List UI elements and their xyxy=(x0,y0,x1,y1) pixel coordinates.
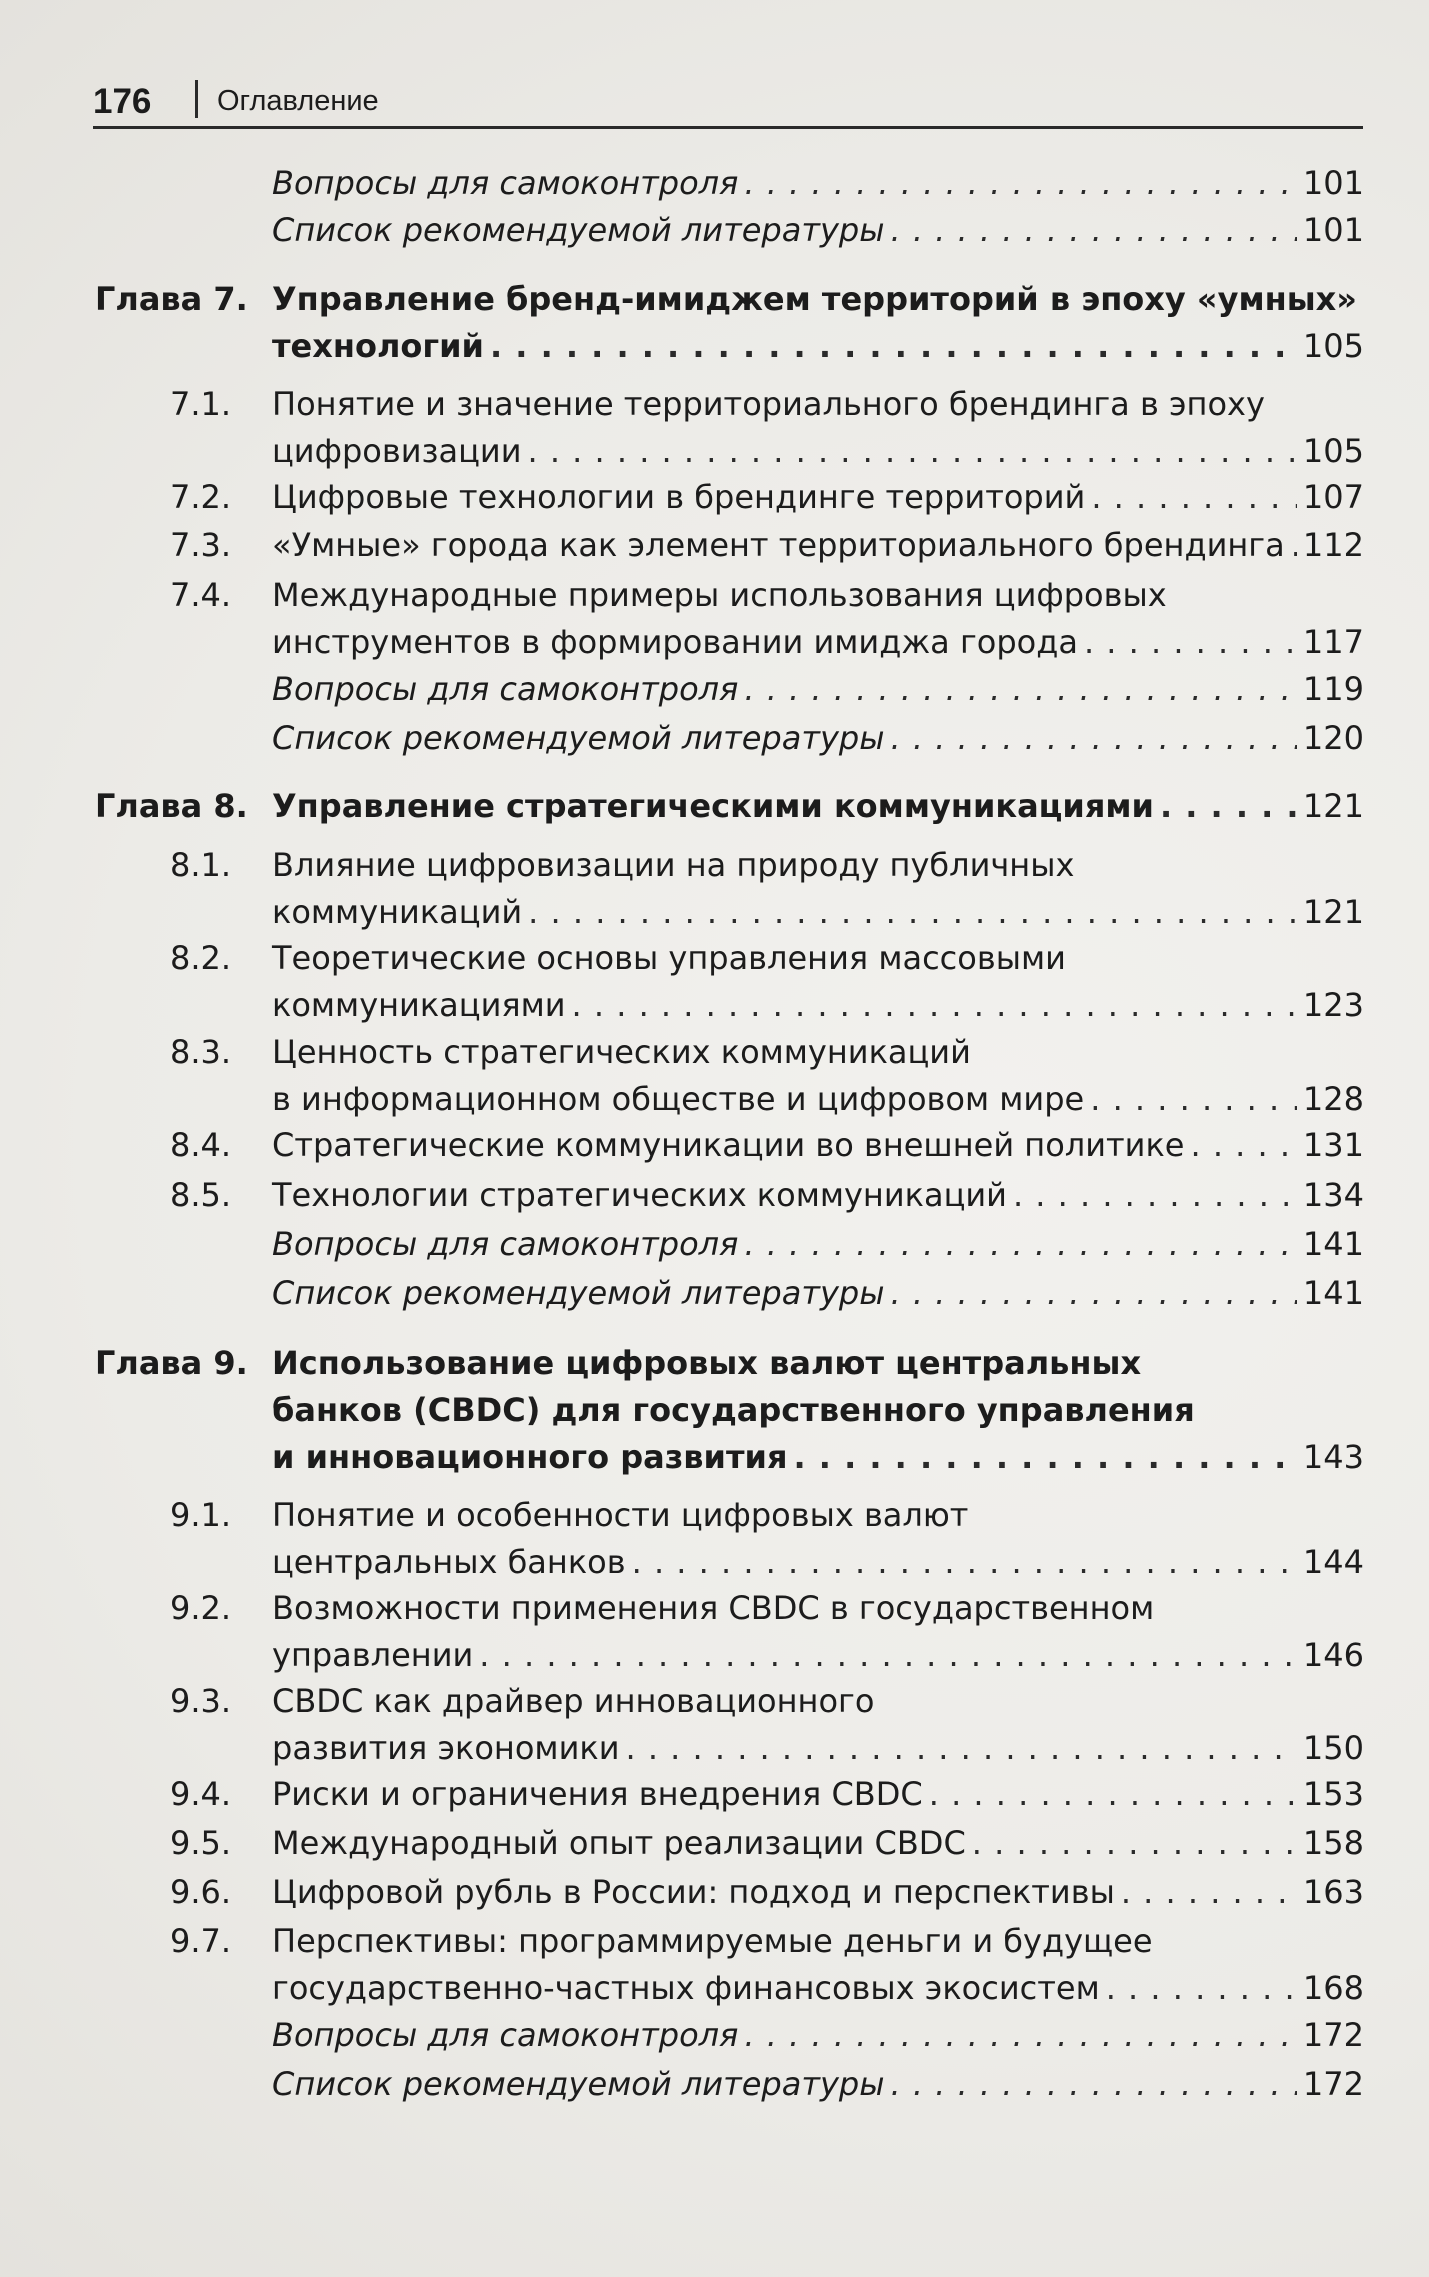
toc-entry-9-5: Международный опыт реализации CBDC . . . 158 xyxy=(272,1820,1364,1867)
toc-entry-literature-ch8: Список рекомендуемой литературы . . . 141 xyxy=(272,1270,1364,1317)
toc-page-number: 128 xyxy=(1302,1080,1364,1118)
toc-entry-8-5: Технологии стратегических коммуникаций . . . 134 xyxy=(272,1172,1364,1219)
section-number-7-1: 7.1. xyxy=(170,385,232,423)
toc-entry-questions-ch6: Вопросы для самоконтроля . . . 101 xyxy=(272,160,1364,207)
toc-entry-7-1: Понятие и значение территориального брендинга в эпоху цифровизации . . . 105 xyxy=(272,381,1364,475)
toc-entry-chapter-8: Управление стратегическими коммуникациями . . . 121 xyxy=(272,783,1364,830)
toc-page-number: 101 xyxy=(1302,164,1364,202)
toc-page-number: 141 xyxy=(1302,1274,1364,1312)
toc-entry-9-2: Возможности применения CBDC в государственном управлении . . . 146 xyxy=(272,1585,1364,1679)
toc-entry-9-3: CBDC как драйвер инновационного развития экономики . . . 150 xyxy=(272,1678,1364,1772)
section-number-7-3: 7.3. xyxy=(170,526,232,564)
toc-entry-9-1: Понятие и особенности цифровых валют центральных банков . . . 144 xyxy=(272,1492,1364,1586)
toc-entry-9-6: Цифровой рубль в России: подход и перспективы . . . 163 xyxy=(272,1869,1364,1916)
toc-page-number: 120 xyxy=(1302,719,1364,757)
toc-page-number: 150 xyxy=(1302,1729,1364,1767)
section-number-8-1: 8.1. xyxy=(170,846,232,884)
toc-page-number: 172 xyxy=(1302,2065,1364,2103)
toc-entry-literature-ch7: Список рекомендуемой литературы . . . 120 xyxy=(272,715,1364,762)
toc-page-number: 131 xyxy=(1302,1126,1364,1164)
toc-entry-literature-ch9: Список рекомендуемой литературы . . . 172 xyxy=(272,2061,1364,2108)
section-number-9-3: 9.3. xyxy=(170,1682,232,1720)
toc-page-number: 121 xyxy=(1302,787,1364,825)
section-number-9-1: 9.1. xyxy=(170,1496,232,1534)
toc-page-number: 168 xyxy=(1302,1969,1364,2007)
toc-page-number: 134 xyxy=(1302,1176,1364,1214)
toc-page-number: 163 xyxy=(1302,1873,1364,1911)
section-number-9-2: 9.2. xyxy=(170,1589,232,1627)
section-number-8-3: 8.3. xyxy=(170,1033,232,1071)
section-number-8-4: 8.4. xyxy=(170,1126,232,1164)
section-title: Оглавление xyxy=(217,85,379,117)
section-number-9-7: 9.7. xyxy=(170,1922,232,1960)
toc-entry-questions-ch8: Вопросы для самоконтроля . . . 141 xyxy=(272,1221,1364,1268)
section-number-8-5: 8.5. xyxy=(170,1176,232,1214)
section-number-9-4: 9.4. xyxy=(170,1775,232,1813)
toc-entry-7-2: Цифровые технологии в брендинге территорий . . . 107 xyxy=(272,474,1364,521)
toc-entry-chapter-9: Использование цифровых валют центральных банков (CBDC) для государственного управления и инновационного развития . . . 143 xyxy=(272,1340,1364,1481)
toc-entry-chapter-7: Управление бренд-имиджем территорий в эпоху «умных» технологий . . . 105 xyxy=(272,276,1364,370)
toc-entry-8-4: Стратегические коммуникации во внешней политике . . . 131 xyxy=(272,1122,1364,1169)
toc-page-number: 146 xyxy=(1302,1636,1364,1674)
section-number-7-2: 7.2. xyxy=(170,478,232,516)
toc-page-number: 153 xyxy=(1302,1775,1364,1813)
toc-page-number: 105 xyxy=(1302,432,1364,470)
toc-entry-8-1: Влияние цифровизации на природу публичных коммуникаций . . . 121 xyxy=(272,842,1364,936)
section-number-9-6: 9.6. xyxy=(170,1873,232,1911)
toc-entry-literature-ch6: Список рекомендуемой литературы . . . 101 xyxy=(272,207,1364,254)
chapter-label-8: Глава 8. xyxy=(95,787,248,825)
page-number: 176 xyxy=(93,82,152,121)
chapter-label-9: Глава 9. xyxy=(95,1344,248,1382)
toc-entry-questions-ch7: Вопросы для самоконтроля . . . 119 xyxy=(272,666,1364,713)
toc-page-number: 112 xyxy=(1302,526,1364,564)
section-number-9-5: 9.5. xyxy=(170,1824,232,1862)
section-number-7-4: 7.4. xyxy=(170,576,232,614)
toc-page-number: 144 xyxy=(1302,1543,1364,1581)
toc-page-number: 117 xyxy=(1302,623,1364,661)
toc-entry-8-2: Теоретические основы управления массовыми коммуникациями . . . 123 xyxy=(272,935,1364,1029)
toc-page-number: 107 xyxy=(1302,478,1364,516)
toc-entry-9-4: Риски и ограничения внедрения CBDC . . . 153 xyxy=(272,1771,1364,1818)
toc-entry-8-3: Ценность стратегических коммуникаций в информационном обществе и цифровом мире . . . 128 xyxy=(272,1029,1364,1123)
toc-page-number: 123 xyxy=(1302,986,1364,1024)
toc-page-number: 141 xyxy=(1302,1225,1364,1263)
toc-entry-7-4: Международные примеры использования цифровых инструментов в формировании имиджа города . . . 117 xyxy=(272,572,1364,666)
toc-page-number: 121 xyxy=(1302,893,1364,931)
toc-page-number: 101 xyxy=(1302,211,1364,249)
toc-page-number: 158 xyxy=(1302,1824,1364,1862)
toc-entry-9-7: Перспективы: программируемые деньги и будущее государственно-частных финансовых экосистем . . . 168 xyxy=(272,1918,1364,2012)
section-number-8-2: 8.2. xyxy=(170,939,232,977)
toc-page-number: 172 xyxy=(1302,2016,1364,2054)
toc-page-number: 105 xyxy=(1302,327,1364,365)
toc-entry-7-3: «Умные» города как элемент территориального брендинга . . . 112 xyxy=(272,522,1364,569)
toc-entry-questions-ch9: Вопросы для самоконтроля . . . 172 xyxy=(272,2012,1364,2059)
chapter-label-7: Глава 7. xyxy=(95,280,248,318)
toc-page-number: 143 xyxy=(1302,1438,1364,1476)
toc-page-number: 119 xyxy=(1302,670,1364,708)
